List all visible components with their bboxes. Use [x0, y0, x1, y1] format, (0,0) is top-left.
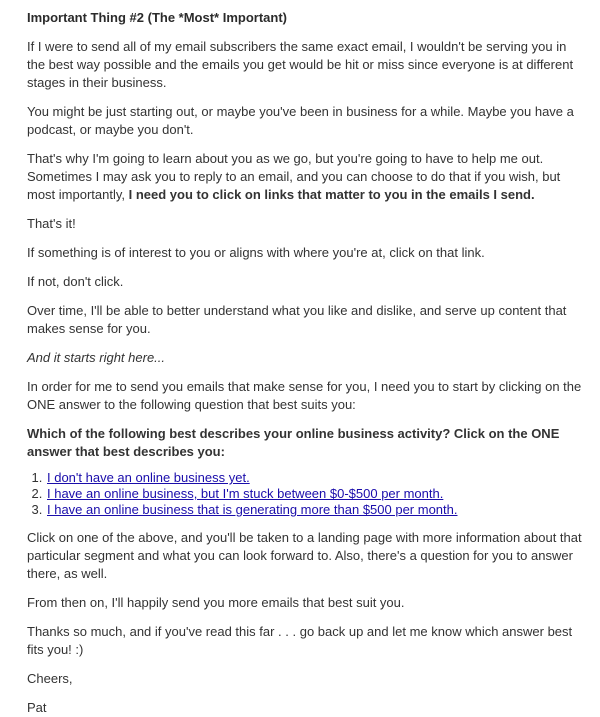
paragraph-intro: If I were to send all of my email subscribers the same exact email, I wouldn't be serving you in the best way possible and the emails you get would be hit or miss since everyone is at different stages in their business.: [27, 39, 574, 90]
paragraph-help-me-text: That's why I'm going to learn about you as we go, but you're going to have to help me out. Sometimes I may ask you to reply to an email, and you can choose to do that if you wish, but most importantly,: [27, 151, 561, 202]
paragraph-over-time: Over time, I'll be able to better understand what you like and dislike, and serve up content that makes sense for you.: [27, 303, 567, 336]
answer-link-no-business[interactable]: I don't have an online business yet.: [47, 470, 250, 485]
paragraph-help-me: [27, 150, 588, 204]
answer-link-stuck[interactable]: I have an online business, but I'm stuck between $0-$500 per month.: [47, 486, 444, 501]
signoff: Cheers,: [27, 671, 73, 686]
question-text: Which of the following best describes your online business activity? Click on the ONE answer that best describes you:: [27, 426, 560, 459]
paragraph-click-link: If something is of interest to you or aligns with where you're at, click on that link.: [27, 245, 485, 260]
answer-item-1: [46, 470, 588, 486]
answer-item-2: [46, 486, 588, 502]
answer-list: [27, 470, 588, 518]
paragraph-thats-it: That's it!: [27, 216, 76, 231]
paragraph-dont-click: If not, don't click.: [27, 274, 124, 289]
answer-link-generating[interactable]: I have an online business that is generating more than $500 per month.: [47, 502, 458, 517]
signature: Pat: [27, 700, 47, 715]
paragraph-landing-page: Click on one of the above, and you'll be taken to a landing page with more information about that particular segment and what you can look forward to. Also, there's a question for you to answer there, as well.: [27, 530, 582, 581]
paragraph-thanks: Thanks so much, and if you've read this far . . . go back up and let me know which answer best fits you! :): [27, 624, 573, 657]
paragraph-starts-here: And it starts right here...: [27, 350, 166, 365]
paragraph-instructions: In order for me to send you emails that make sense for you, I need you to start by clicking on the ONE answer to the following question that best suits you:: [27, 379, 582, 412]
paragraph-help-me-bold: I need you to click on links that matter to you in the emails I send.: [128, 187, 535, 202]
paragraph-from-then-on: From then on, I'll happily send you more emails that best suit you.: [27, 595, 405, 610]
section-heading: Important Thing #2 (The *Most* Important): [27, 10, 287, 25]
answer-item-3: [46, 502, 588, 518]
paragraph-stages: You might be just starting out, or maybe you've been in business for a while. Maybe you have a podcast, or maybe you don't.: [27, 104, 574, 137]
